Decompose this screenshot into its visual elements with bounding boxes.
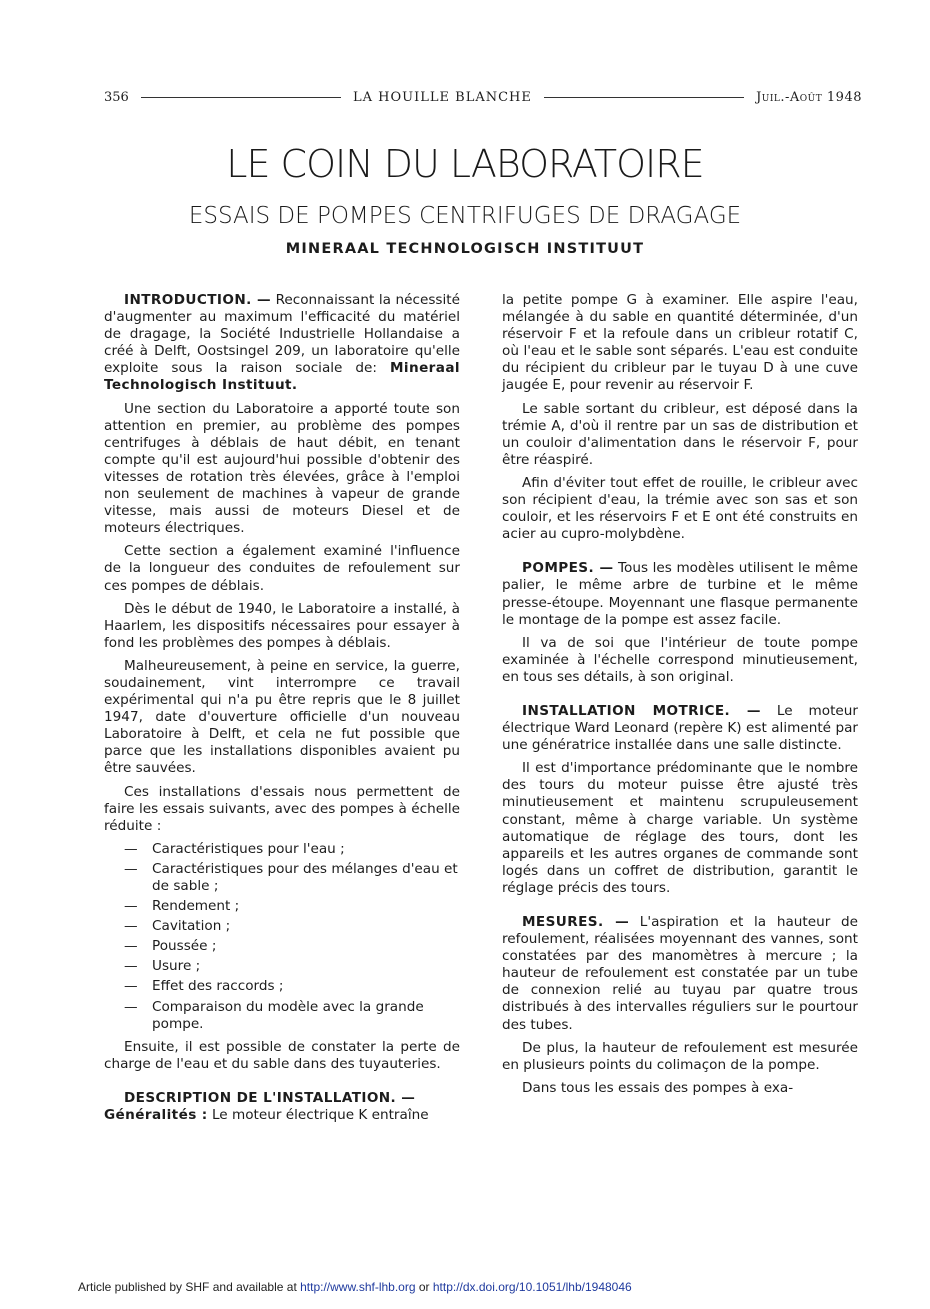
paragraph: Le sable sortant du cribleur, est déposé dans la trémie A, d'où il rentre par un sas de distribution et un couloir d'alimentation dans le réservoir F, pour être réaspiré. xyxy=(502,400,858,468)
right-column xyxy=(502,292,858,1103)
paragraph: Cette section a également examiné l'influence de la longueur des conduites de refoulement sur ces pompes de déblais. xyxy=(104,543,460,594)
paragraph: Afin d'éviter tout effet de rouille, le cribleur avec son récipient d'eau, la trémie avec son sas et son couloir, et les réservoirs F et E ont été construits en acier au cupro-molybdène. xyxy=(502,474,858,543)
paragraph: Malheureusement, à peine en service, la guerre, soudainement, vint interrompre ce travail expérimental qui n'a pu être repris que le 8 juillet 1947, date d'ouverture officielle d'un nouveau Laboratoire à Delft, et cela ne fut possible que parce que les installations disponibles avaient pu être sauvées. xyxy=(104,657,460,777)
installation-paragraph xyxy=(502,703,858,754)
paragraph: Dans tous les essais des pompes à exa- xyxy=(522,1079,794,1096)
list-item: — Comparaison du modèle avec la grande pompe. xyxy=(124,999,460,1033)
test-list xyxy=(124,841,460,1033)
paragraph: Il est d'importance prédominante que le nombre des tours du moteur puisse être ajusté très minutieusement et maintenu scrupuleusement constant, même à charge variable. Un système automatique de réglage des tours, dont les appareils et les autres organes de commande sont logés dans un coffret de distribution, garantit le réglage précis des tours. xyxy=(502,760,858,896)
header-rule-right xyxy=(544,97,744,98)
mesures-paragraph xyxy=(502,914,858,1034)
doi-link[interactable]: http://dx.doi.org/10.1051/lhb/1948046 xyxy=(432,1280,632,1294)
description-heading: DESCRIPTION DE L'INSTALLATION. — xyxy=(124,1089,416,1106)
paragraph: Il va de soi que l'intérieur de toute pompe examinée à l'échelle correspond minutieusement, en tous ses détails, à son original. xyxy=(502,634,858,685)
journal-name: LA HOUILLE BLANCHE xyxy=(353,89,532,105)
paragraph: De plus, la hauteur de refoulement est mesurée en plusieurs points du colimaçon de la pompe. xyxy=(502,1039,858,1073)
description-text: Le moteur électrique K entraîne xyxy=(207,1107,429,1124)
article-title: ESSAIS DE POMPES CENTRIFUGES DE DRAGAGE xyxy=(188,203,742,229)
institute-inline: Mineraal Technologisch Instituut. xyxy=(104,360,460,394)
pompes-text: Tous les modèles utilisent le même palier, le même arbre de turbine et le même presse-étoupe. Moyennant une flasque permanente le montage de la pompe est assez facile. xyxy=(502,560,858,628)
intro-paragraph xyxy=(104,292,460,395)
list-item: — Effet des raccords ; xyxy=(124,978,460,995)
section-title: LE COIN DU LABORATOIRE xyxy=(226,142,704,186)
left-column xyxy=(104,292,460,1130)
paragraph: Dès le début de 1940, le Laboratoire a installé, à Haarlem, les dispositifs nécessaires pour essayer à fond les problèmes des pompes à déblais. xyxy=(104,600,460,651)
description-paragraph xyxy=(104,1090,460,1124)
publication-footer xyxy=(78,1280,632,1294)
shf-link[interactable]: http://www.shf-lhb.org xyxy=(300,1280,416,1294)
paragraph: la petite pompe G à examiner. Elle aspire l'eau, mélangée à du sable en quantité déterminée, d'un réservoir F et la refoule dans un cribleur rotatif C, où l'eau et le sable sont séparés. L'eau est conduite du récipient du cribleur par le tuyau D à une cuve jaugée E, pour revenir au réservoir F. xyxy=(502,292,858,394)
list-item: — Rendement ; xyxy=(124,898,460,915)
footer-or: or xyxy=(415,1280,433,1294)
list-item: — Poussée ; xyxy=(124,938,460,955)
issue-date: Juil.-Août 1948 xyxy=(756,89,862,105)
intro-text: Reconnaissant la nécessité d'augmenter au maximum l'efficacité du matériel de dragage, la Société Industrielle Hollandaise a créé à Delft, Oostsingel 209, un laboratoire qu'elle exploite sous la raison sociale de: xyxy=(104,292,460,377)
paragraph: Ensuite, il est possible de constater la perte de charge de l'eau et du sable dans des tuyauteries. xyxy=(104,1038,460,1072)
running-header xyxy=(104,86,862,108)
mesures-text: L'aspiration et la hauteur de refoulement, réalisées moyennant des vannes, sont constatées par des manomètres à mercure ; la hauteur de refoulement est constatée par un tube de connexion relié au tuyau par quatre trous distribués à des intervalles réguliers sur le pourtour des tubes. xyxy=(502,914,858,1033)
pompes-paragraph xyxy=(502,560,858,628)
list-item: — Caractéristiques pour l'eau ; xyxy=(124,841,460,858)
page-number: 356 xyxy=(104,89,129,105)
mesures-heading: MESURES. — xyxy=(522,914,630,930)
paragraph: Une section du Laboratoire a apporté toute son attention en premier, au problème des pompes centrifuges à déblais de haut débit, en tenant compte qu'il est aujourd'hui possible d'obtenir des vitesses de rotation très élevées, grâce à l'emploi non seulement de machines à vapeur de grande vitesse, mais aussi de moteurs Diesel et de moteurs électriques. xyxy=(104,400,460,537)
installation-heading: INSTALLATION MOTRICE. — xyxy=(522,702,761,719)
intro-heading: INTRODUCTION. — xyxy=(124,292,272,308)
pompes-heading: POMPES. — xyxy=(522,560,614,577)
paragraph: Ces installations d'essais nous permettent de faire les essais suivants, avec des pompes à échelle réduite : xyxy=(104,783,460,834)
list-item: — Cavitation ; xyxy=(124,918,460,935)
header-rule-left xyxy=(141,97,341,98)
list-item: — Usure ; xyxy=(124,958,460,975)
installation-text: Le moteur électrique Ward Leonard (repère K) est alimenté par une génératrice installée dans une salle distincte. xyxy=(502,702,858,754)
institute-name: MINERAAL TECHNOLOGISCH INSTITUUT xyxy=(285,241,645,257)
footer-text: Article published by SHF and available at xyxy=(78,1280,301,1294)
list-item: — Caractéristiques pour des mélanges d'eau et de sable ; xyxy=(124,861,460,895)
description-subheading: Généralités : xyxy=(104,1107,208,1124)
